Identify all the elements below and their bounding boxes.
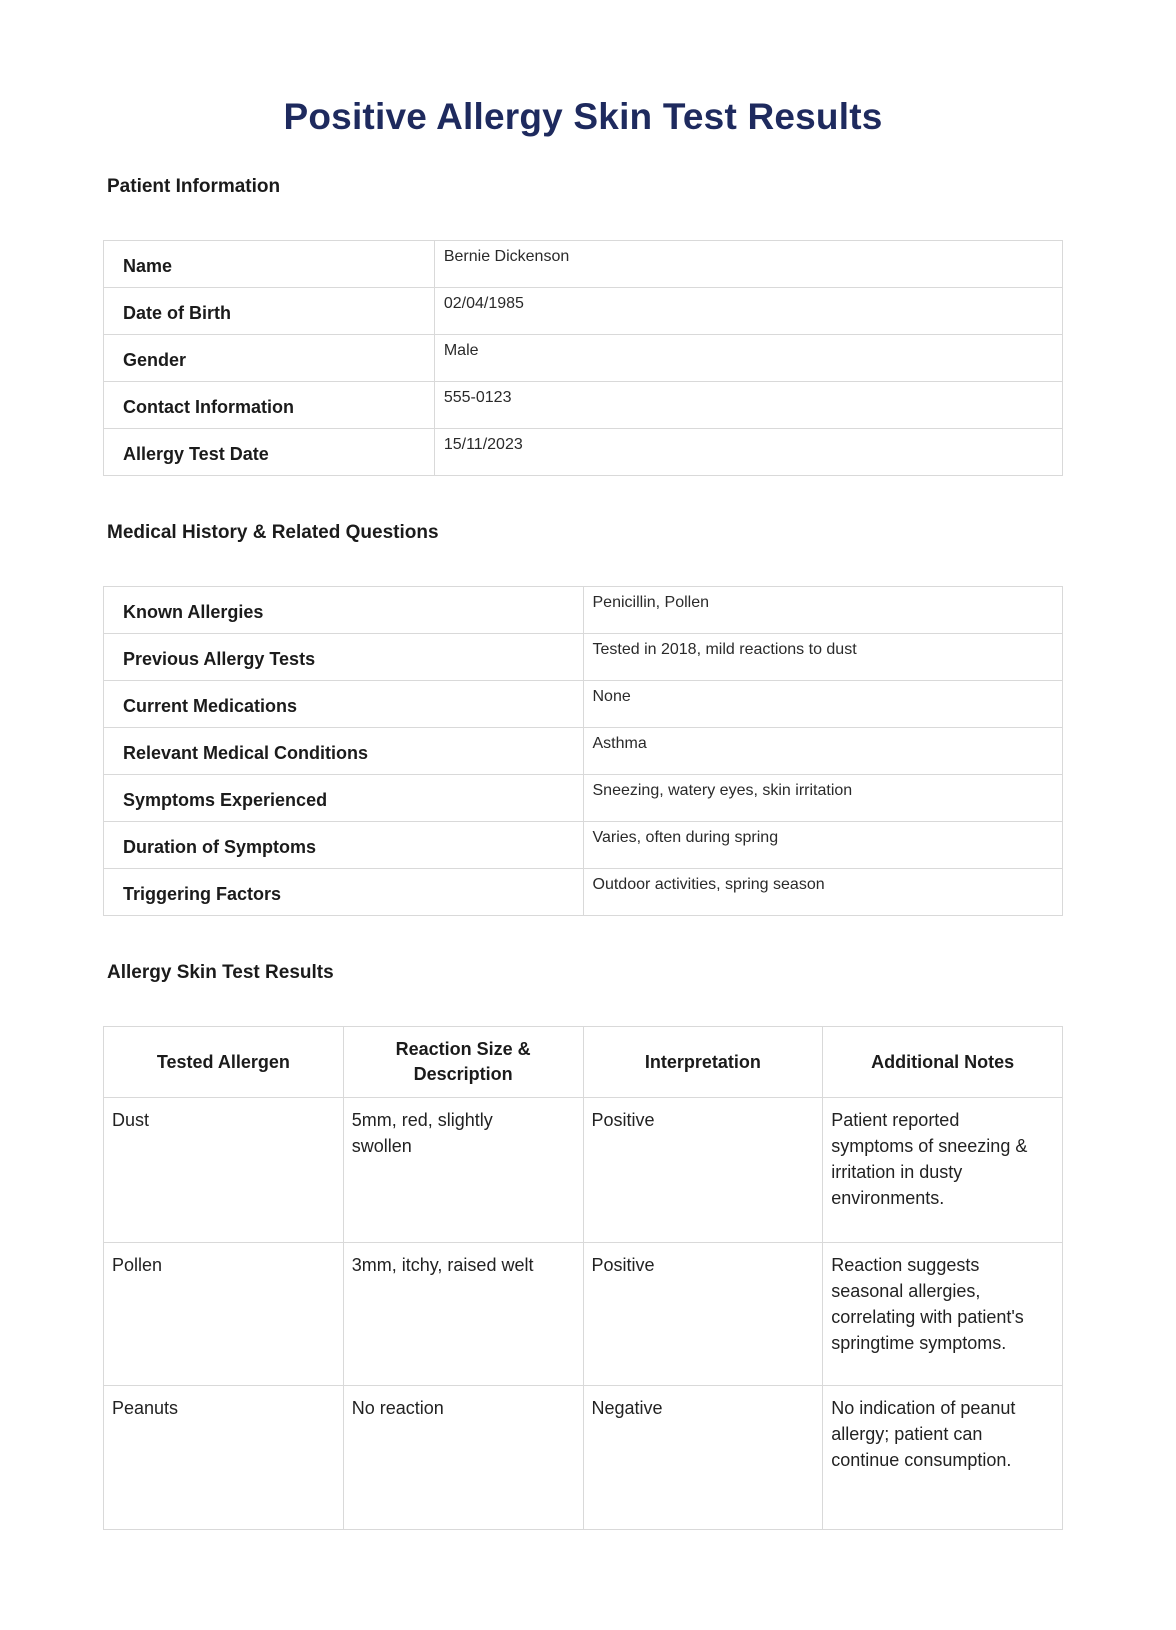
column-header-additional-notes: Additional Notes: [823, 1027, 1063, 1098]
column-header-interpretation: Interpretation: [583, 1027, 823, 1098]
field-value-relevant-medical-conditions: Asthma: [583, 728, 1063, 775]
table-row: [104, 822, 1063, 869]
document-page: [103, 0, 1063, 1530]
field-label-date-of-birth: Date of Birth: [104, 288, 435, 335]
field-label-relevant-medical-conditions: Relevant Medical Conditions: [104, 728, 584, 775]
table-row: [104, 728, 1063, 775]
cell-interpretation: Negative: [583, 1386, 823, 1530]
table-row-dust: [104, 1098, 1063, 1243]
field-label-current-medications: Current Medications: [104, 681, 584, 728]
field-label-contact-information: Contact Information: [104, 382, 435, 429]
field-value-current-medications: None: [583, 681, 1063, 728]
field-value-duration-of-symptoms: Varies, often during spring: [583, 822, 1063, 869]
field-value-allergy-test-date: 15/11/2023: [434, 429, 1062, 476]
field-value-name: Bernie Dickenson: [434, 241, 1062, 288]
table-row: [104, 382, 1063, 429]
table-header-row: [104, 1027, 1063, 1098]
table-row: [104, 241, 1063, 288]
table-row: [104, 335, 1063, 382]
cell-reaction: No reaction: [343, 1386, 583, 1530]
cell-notes: Reaction suggests seasonal allergies, correlating with patient's springtime symptoms.: [823, 1243, 1063, 1386]
table-row: [104, 775, 1063, 822]
field-label-triggering-factors: Triggering Factors: [104, 869, 584, 916]
cell-reaction: 3mm, itchy, raised welt: [343, 1243, 583, 1386]
section-heading-patient-information: Patient Information: [107, 176, 281, 197]
table-row: [104, 634, 1063, 681]
cell-interpretation: Positive: [583, 1098, 823, 1243]
table-row: [104, 681, 1063, 728]
cell-reaction: 5mm, red, slightly swollen: [343, 1098, 583, 1243]
field-label-name: Name: [104, 241, 435, 288]
table-row: [104, 288, 1063, 335]
field-value-known-allergies: Penicillin, Pollen: [583, 587, 1063, 634]
field-label-previous-allergy-tests: Previous Allergy Tests: [104, 634, 584, 681]
field-label-allergy-test-date: Allergy Test Date: [104, 429, 435, 476]
column-header-tested-allergen: Tested Allergen: [104, 1027, 344, 1098]
patient-information-table: [103, 240, 1063, 476]
section-heading-allergy-skin-test-results: Allergy Skin Test Results: [107, 962, 334, 983]
column-header-reaction-size-description: Reaction Size & Description: [343, 1027, 583, 1098]
cell-allergen: Dust: [104, 1098, 344, 1243]
table-row: [104, 587, 1063, 634]
allergy-skin-test-results-table: [103, 1026, 1063, 1530]
field-label-symptoms-experienced: Symptoms Experienced: [104, 775, 584, 822]
cell-allergen: Pollen: [104, 1243, 344, 1386]
medical-history-table: [103, 586, 1063, 916]
field-value-symptoms-experienced: Sneezing, watery eyes, skin irritation: [583, 775, 1063, 822]
field-value-triggering-factors: Outdoor activities, spring season: [583, 869, 1063, 916]
field-value-gender: Male: [434, 335, 1062, 382]
field-value-contact-information: 555-0123: [434, 382, 1062, 429]
field-value-date-of-birth: 02/04/1985: [434, 288, 1062, 335]
cell-allergen: Peanuts: [104, 1386, 344, 1530]
section-heading-medical-history: Medical History & Related Questions: [107, 522, 439, 543]
cell-notes: No indication of peanut allergy; patient can continue consumption.: [823, 1386, 1063, 1530]
table-row-pollen: [104, 1243, 1063, 1386]
field-label-gender: Gender: [104, 335, 435, 382]
field-value-previous-allergy-tests: Tested in 2018, mild reactions to dust: [583, 634, 1063, 681]
table-row: [104, 869, 1063, 916]
field-label-duration-of-symptoms: Duration of Symptoms: [104, 822, 584, 869]
field-label-known-allergies: Known Allergies: [104, 587, 584, 634]
table-row: [104, 429, 1063, 476]
page-title: Positive Allergy Skin Test Results: [283, 96, 883, 137]
table-row-peanuts: [104, 1386, 1063, 1530]
cell-notes: Patient reported symptoms of sneezing & irritation in dusty environments.: [823, 1098, 1063, 1243]
cell-interpretation: Positive: [583, 1243, 823, 1386]
